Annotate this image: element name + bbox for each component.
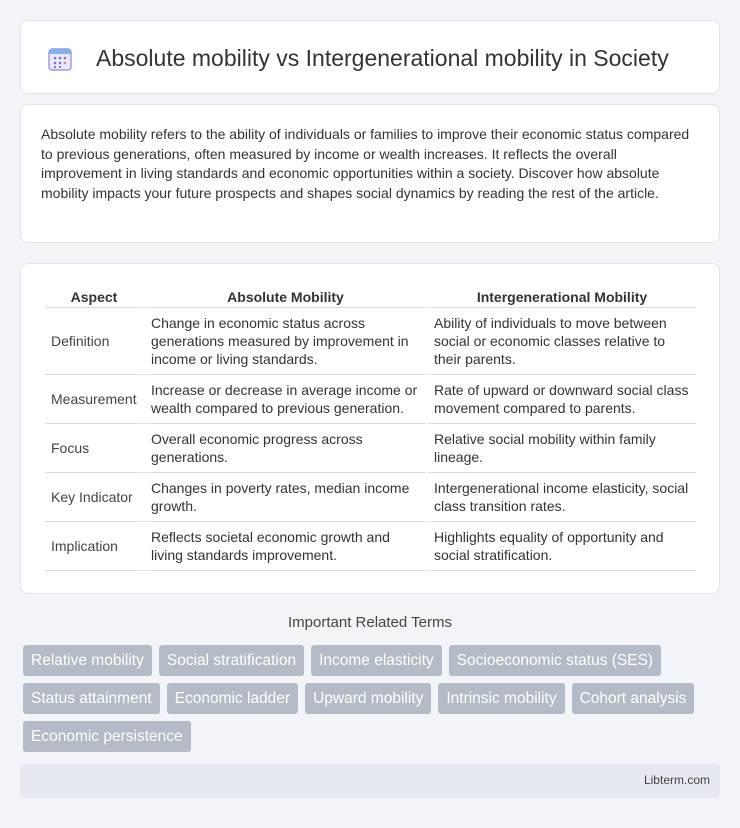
table-row — [45, 522, 696, 571]
related-term-tag[interactable]: Relative mobility — [23, 645, 152, 676]
table-cell-absolute: Overall economic progress across generations. — [145, 424, 426, 473]
column-header-intergenerational: Intergenerational Mobility — [428, 284, 696, 308]
table-cell-intergenerational: Rate of upward or downward social class movement compared to parents. — [428, 375, 696, 424]
table-header-row — [45, 284, 696, 308]
table-cell-absolute: Change in economic status across generations measured by improvement in income or living standards. — [145, 308, 426, 375]
related-terms-list — [23, 645, 723, 752]
table-cell-aspect: Measurement — [45, 375, 143, 424]
related-terms-title: Important Related Terms — [288, 614, 452, 631]
related-term-tag[interactable]: Upward mobility — [305, 683, 431, 714]
column-header-aspect: Aspect — [45, 284, 143, 308]
table-cell-intergenerational: Intergenerational income elasticity, social class transition rates. — [428, 473, 696, 522]
intro-card — [20, 104, 720, 243]
table-row — [45, 375, 696, 424]
related-term-tag[interactable]: Intrinsic mobility — [438, 683, 564, 714]
footer — [20, 764, 720, 798]
document-list-icon — [47, 46, 73, 72]
table-cell-absolute: Changes in poverty rates, median income growth. — [145, 473, 426, 522]
table-cell-aspect: Implication — [45, 522, 143, 571]
table-cell-aspect: Focus — [45, 424, 143, 473]
related-term-tag[interactable]: Socioeconomic status (SES) — [449, 645, 661, 676]
related-term-tag[interactable]: Economic ladder — [167, 683, 298, 714]
table-cell-aspect: Definition — [45, 308, 143, 375]
comparison-table — [43, 284, 698, 571]
page-title: Absolute mobility vs Intergenerational mobility in Society — [96, 45, 669, 71]
table-cell-intergenerational: Ability of individuals to move between social or economic classes relative to their parents. — [428, 308, 696, 375]
related-term-tag[interactable]: Social stratification — [159, 645, 304, 676]
related-term-tag[interactable]: Income elasticity — [311, 645, 442, 676]
table-cell-absolute: Increase or decrease in average income or wealth compared to previous generation. — [145, 375, 426, 424]
footer-site-link[interactable]: Libterm.com — [643, 773, 710, 787]
table-cell-aspect: Key Indicator — [45, 473, 143, 522]
table-cell-intergenerational: Relative social mobility within family lineage. — [428, 424, 696, 473]
related-term-tag[interactable]: Economic persistence — [23, 721, 191, 752]
table-row — [45, 473, 696, 522]
intro-text: Absolute mobility refers to the ability of individuals or families to improve their economic status compared to previous generations, often measured by income or wealth increases. It reflects the overall improvement in living standards and economic opportunities within a society. Discover how absolute mobility impacts your future prospects and shapes social dynamics by reading the rest of the article. — [41, 126, 690, 201]
related-term-tag[interactable]: Status attainment — [23, 683, 160, 714]
comparison-table-card — [20, 263, 720, 594]
table-cell-absolute: Reflects societal economic growth and living standards improvement. — [145, 522, 426, 571]
related-term-tag[interactable]: Cohort analysis — [572, 683, 695, 714]
column-header-absolute: Absolute Mobility — [145, 284, 426, 308]
table-row — [45, 308, 696, 375]
table-row — [45, 424, 696, 473]
header-card — [20, 20, 720, 94]
table-cell-intergenerational: Highlights equality of opportunity and social stratification. — [428, 522, 696, 571]
